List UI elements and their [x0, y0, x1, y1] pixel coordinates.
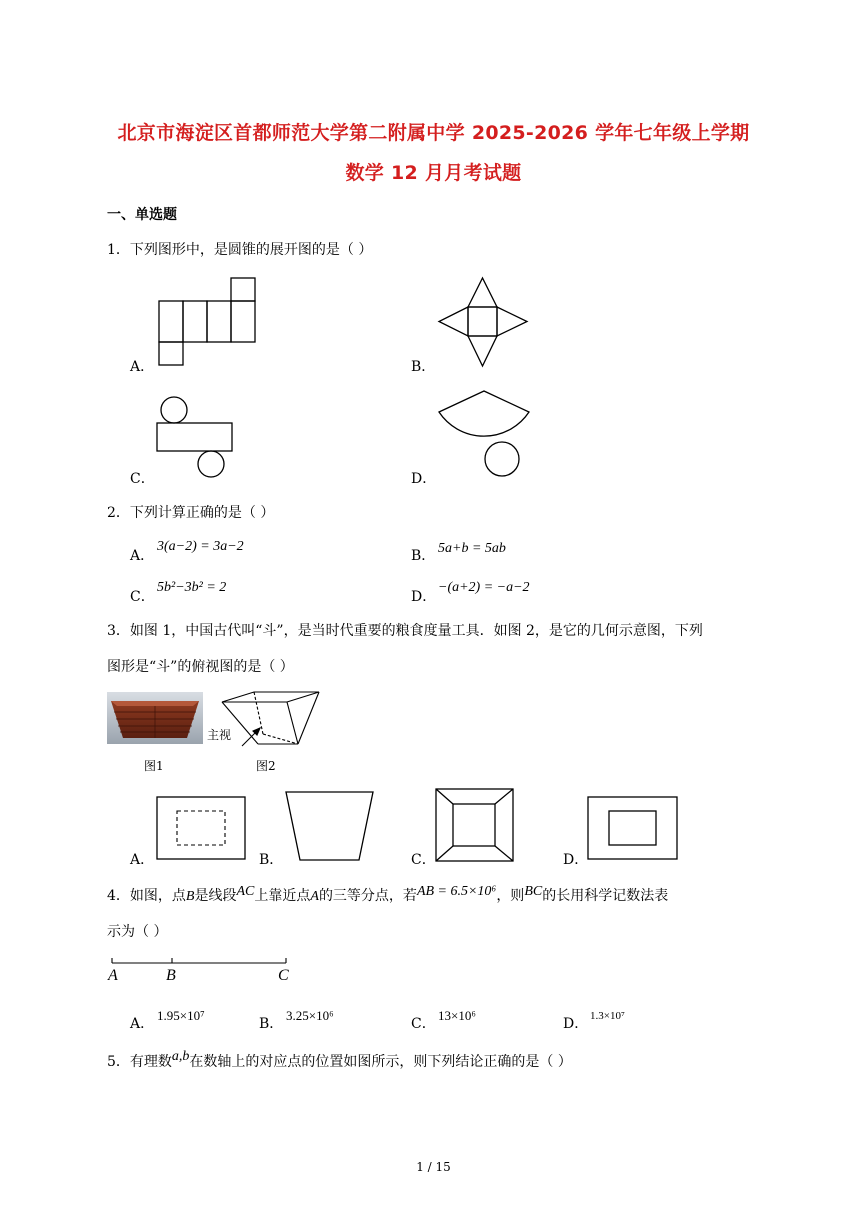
- q1-option-b[interactable]: B．: [411, 359, 436, 375]
- q1-figure-d: [437, 390, 533, 480]
- q2-option-d-label[interactable]: D．: [411, 589, 437, 605]
- q3-option-c-figure: [435, 788, 515, 864]
- q4-segment-ac: AC: [236, 884, 255, 899]
- question-5-stem: [107, 1049, 572, 1073]
- q2-option-b-label[interactable]: B．: [411, 548, 436, 564]
- q4-option-a-label[interactable]: A．: [130, 1016, 155, 1032]
- q1-figure-c: [156, 396, 236, 480]
- q4-label-a: A: [108, 967, 118, 984]
- q4-segment-bc: BC: [524, 884, 543, 899]
- q1-figure-b: [437, 276, 529, 368]
- q5-text-2: 在数轴上的对应点的位置如图所示，则下列结论正确的是（ ）: [189, 1054, 572, 1070]
- q4-text-2: 是线段: [194, 888, 237, 904]
- q1-option-c[interactable]: C．: [130, 471, 155, 487]
- q4-option-a-value: 1.95×10⁷: [157, 1008, 205, 1023]
- question-3-line1: 3．如图 1，中国古代叫“斗”，是当时代重要的粮食度量工具．如图 2，是它的几何示意图，下列: [107, 623, 703, 639]
- q3-frustum-diagram: [220, 690, 324, 750]
- q2-option-c-expr: 5b²−3b² = 2: [157, 580, 227, 595]
- q3-main-view-label: 主视: [207, 728, 232, 742]
- q4-text-4: 的三等分点，若: [318, 888, 417, 904]
- q4-point-b: B: [185, 889, 195, 904]
- page-title: 北京市海淀区首都师范大学第二附属中学 2025-2026 学年七年级上学期: [117, 122, 750, 144]
- q4-segment-diagram: [108, 955, 293, 971]
- q4-option-d-value: 1.3×10⁷: [590, 1010, 625, 1022]
- q3-fig2-caption: 图2: [256, 759, 276, 773]
- q1-figure-a: [157, 277, 257, 367]
- q2-option-d-expr: −(a+2) = −a−2: [438, 580, 530, 595]
- q4-text-1: 4．如图，点: [107, 888, 186, 904]
- question-4-line1: [107, 886, 668, 907]
- q4-option-c-label[interactable]: C．: [411, 1016, 436, 1032]
- q1-option-d[interactable]: D．: [411, 471, 437, 487]
- question-4-line2: 示为（ ）: [107, 924, 168, 940]
- q4-point-a: A: [310, 889, 319, 904]
- q4-text-6: 的长用科学记数法表: [542, 888, 669, 904]
- q4-option-c-value: 13×10⁶: [438, 1008, 476, 1023]
- q3-option-d[interactable]: D．: [563, 852, 589, 868]
- page-number: 1 / 15: [416, 1160, 451, 1174]
- question-3-line2: 图形是“斗”的俯视图的是（ ）: [107, 659, 294, 675]
- q2-option-a-label[interactable]: A．: [130, 548, 155, 564]
- q4-label-c: C: [278, 967, 289, 984]
- q4-label-b: B: [166, 967, 176, 984]
- q4-text-5: ，则: [496, 888, 525, 904]
- q2-option-b-expr: 5a+b = 5ab: [438, 541, 506, 556]
- q5-text-1: 5．有理数: [107, 1054, 172, 1070]
- q4-text-3: 上靠近点: [254, 888, 311, 904]
- question-1-stem: 1．下列图形中，是圆锥的展开图的是（ ）: [107, 242, 373, 258]
- q3-option-a-figure: [156, 796, 248, 862]
- q3-option-a[interactable]: A．: [130, 852, 155, 868]
- q4-option-b-label[interactable]: B．: [259, 1016, 284, 1032]
- q4-option-d-label[interactable]: D．: [563, 1016, 589, 1032]
- q2-option-c-label[interactable]: C．: [130, 589, 155, 605]
- q1-option-a[interactable]: A．: [130, 359, 155, 375]
- question-2-stem: 2．下列计算正确的是（ ）: [107, 505, 275, 521]
- page-subtitle: 数学 12 月月考试题: [345, 162, 522, 184]
- q3-option-b[interactable]: B．: [259, 852, 284, 868]
- q3-option-d-figure: [587, 796, 679, 862]
- q2-option-a-expr: 3(a−2) = 3a−2: [157, 539, 244, 554]
- q3-fig1-caption: 图1: [144, 759, 164, 773]
- q3-option-c[interactable]: C．: [411, 852, 436, 868]
- q3-photo-dou: [107, 692, 203, 744]
- q4-condition: AB = 6.5×10⁶: [416, 884, 497, 899]
- q3-option-b-figure: [284, 790, 376, 862]
- q4-option-b-value: 3.25×10⁶: [286, 1008, 334, 1023]
- q5-vars: a,b: [171, 1049, 190, 1064]
- section-heading: 一、单选题: [107, 207, 177, 223]
